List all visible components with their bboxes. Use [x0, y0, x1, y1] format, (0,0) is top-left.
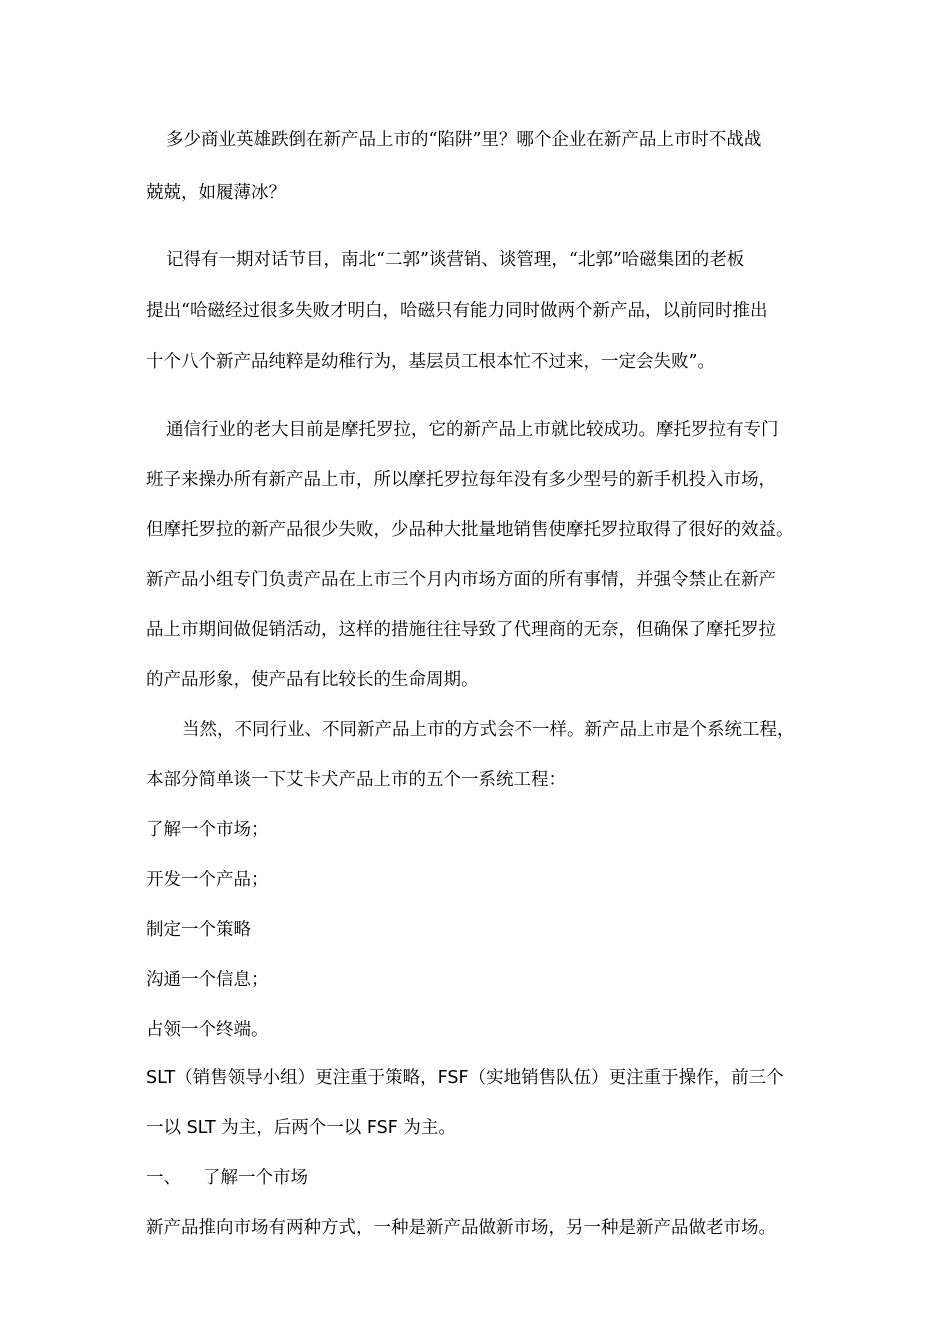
text-fragment: 为主。: [397, 1118, 456, 1138]
paragraph-motorola-line-6: 的产品形象，使产品有比较长的生命周期。: [146, 670, 479, 690]
paragraph-slt-fsf-line-2: [146, 1114, 456, 1139]
text-fragment: 一以: [146, 1118, 187, 1138]
paragraph-intro-line-2: 兢兢，如履薄冰？: [146, 183, 286, 203]
section-title: 了解一个市场: [203, 1168, 308, 1188]
list-item: 了解一个市场；: [146, 820, 269, 840]
paragraph-motorola-line-4: 新产品小组专门负责产品在上市三个月内市场方面的所有事情，并强令禁止在新产: [146, 570, 776, 590]
paragraph-system-line-2: 本部分简单谈一下艾卡犬产品上市的五个一系统工程：: [146, 770, 566, 790]
paragraph-dialogue-line-3: 十个八个新产品纯粹是幼稚行为，基层员工根本忙不过来，一定会失败”。: [146, 352, 715, 372]
paragraph-dialogue-line-1: 记得有一期对话节目，南北“二郭”谈营销、谈管理，“北郭”哈磁集团的老板: [166, 250, 745, 270]
fsf-term: FSF: [437, 1068, 469, 1088]
paragraph-market-approach: 新产品推向市场有两种方式，一种是新产品做新市场，另一种是新产品做老市场。: [146, 1218, 776, 1238]
text-fragment: 为主，后两个一以: [215, 1118, 367, 1138]
list-item: 开发一个产品；: [146, 870, 269, 890]
slt-description: （销售领导小组）更注重于策略，: [175, 1068, 438, 1088]
paragraph-motorola-line-3: 但摩托罗拉的新产品很少失败，少品种大批量地销售使摩托罗拉取得了很好的效益。: [146, 520, 794, 540]
section-heading: [146, 1164, 308, 1189]
paragraph-slt-fsf-line-1: [146, 1064, 784, 1089]
section-number: 一、: [146, 1168, 181, 1188]
slt-term: SLT: [186, 1118, 216, 1138]
paragraph-motorola-line-5: 品上市期间做促销活动，这样的措施往往导致了代理商的无奈，但确保了摩托罗拉: [146, 620, 776, 640]
fsf-term: FSF: [366, 1118, 398, 1138]
list-item: 占领一个终端。: [146, 1020, 269, 1040]
list-item: 沟通一个信息；: [146, 970, 269, 990]
paragraph-motorola-line-1: 通信行业的老大目前是摩托罗拉，它的新产品上市就比较成功。摩托罗拉有专门: [166, 420, 779, 440]
paragraph-motorola-line-2: 班子来操办所有新产品上市，所以摩托罗拉每年没有多少型号的新手机投入市场，: [146, 470, 776, 490]
slt-term: SLT: [146, 1068, 176, 1088]
paragraph-intro-line-1: 多少商业英雄跌倒在新产品上市的“陷阱”里？哪个企业在新产品上市时不战战: [166, 130, 762, 150]
list-item: 制定一个策略: [146, 920, 251, 940]
fsf-description: （实地销售队伍）更注重于操作，前三个: [468, 1068, 784, 1088]
paragraph-system-line-1: 当然，不同行业、不同新产品上市的方式会不一样。新产品上市是个系统工程，: [182, 720, 795, 740]
paragraph-dialogue-line-2: 提出“哈磁经过很多失败才明白，哈磁只有能力同时做两个新产品，以前同时推出: [146, 301, 768, 321]
